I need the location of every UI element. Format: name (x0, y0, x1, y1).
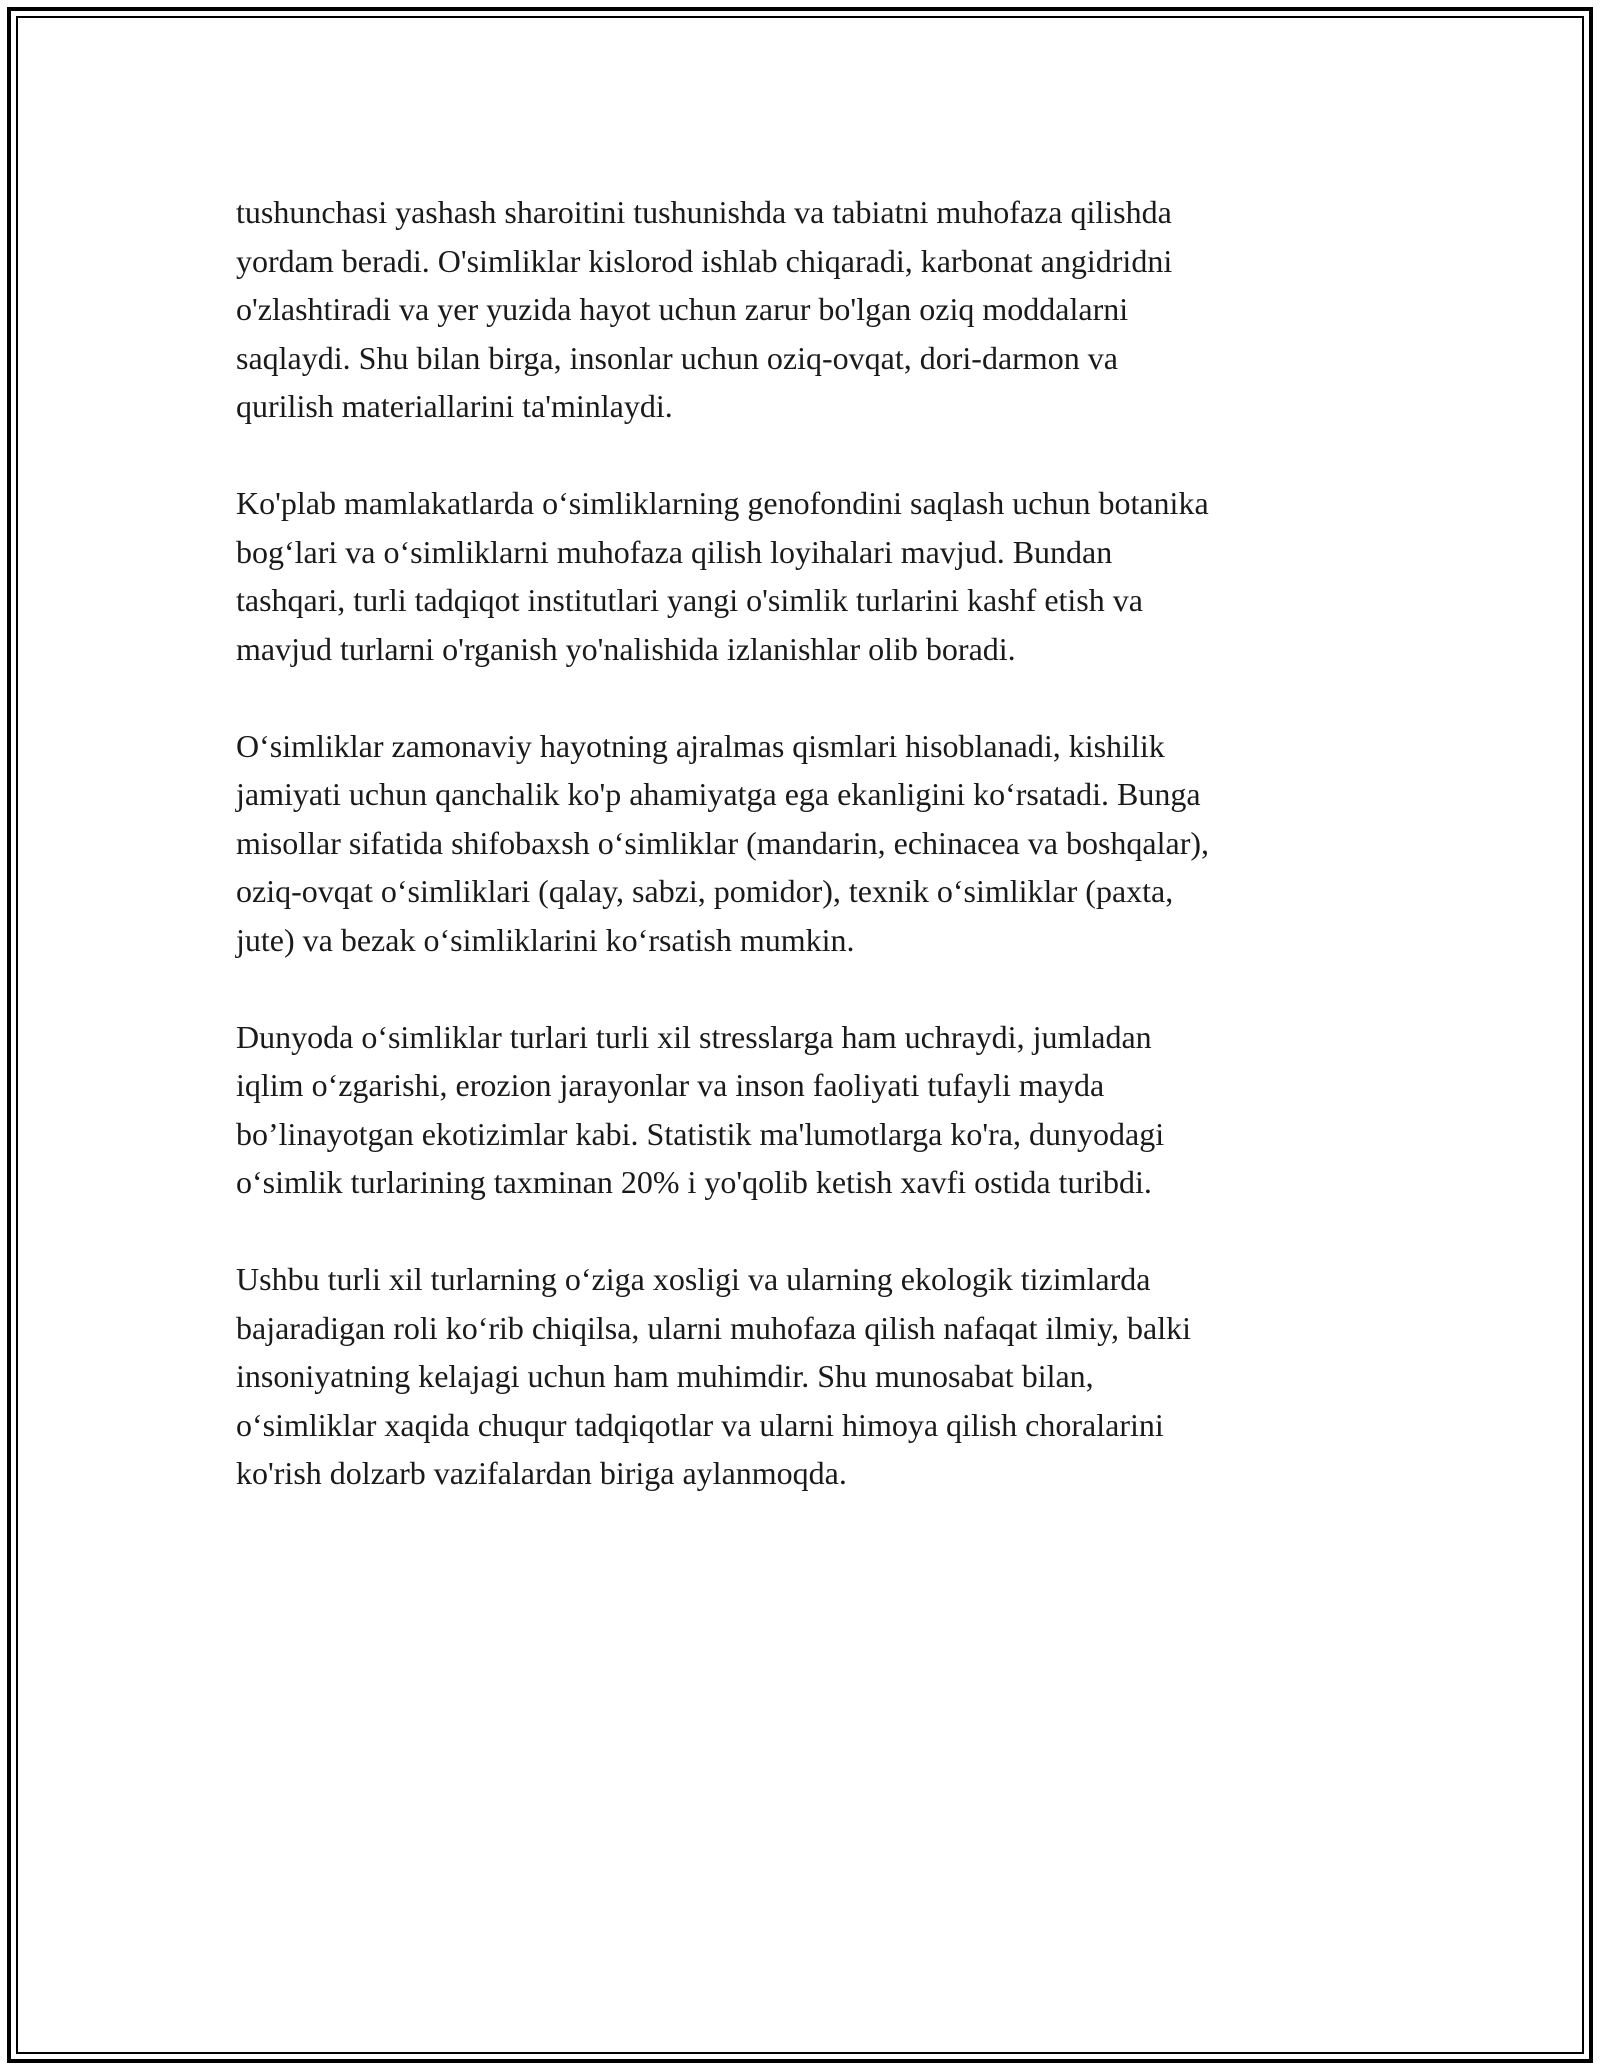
text-line: Ushbu turli xil turlarning o‘ziga xosligi va ularning ekologik tizimlarda (236, 1261, 1151, 1297)
paragraph-5 (236, 1255, 1376, 1498)
text-line: bajaradigan roli ko‘rib chiqilsa, ularni muhofaza qilish nafaqat ilmiy, balki (236, 1309, 1191, 1346)
text-line: mavjud turlarni o'rganish yo'nalishida izlanishlar olib boradi. (236, 630, 1016, 667)
text-line: bog‘lari va o‘simliklarni muhofaza qilish loyihalari mavjud. Bundan (236, 533, 1113, 570)
paragraph-2 (236, 479, 1376, 673)
text-line: bo’linayotgan ekotizimlar kabi. Statistik ma'lumotlarga ko'ra, dunyodagi (236, 1115, 1165, 1152)
text-line: oziq-ovqat o‘simliklari (qalay, sabzi, pomidor), texnik o‘simliklar (paxta, (236, 873, 1174, 909)
paragraph-3 (236, 722, 1376, 965)
text-line: jute) va bezak o‘simliklarini ko‘rsatish mumkin. (236, 921, 855, 958)
text-line: Ko'plab mamlakatlarda o‘simliklarning genofondini saqlash uchun botanika (236, 485, 1209, 521)
text-line: qurilish materiallarini ta'minlaydi. (236, 388, 673, 424)
text-line: insoniyatning kelajagi uchun ham muhimdir. Shu munosabat bilan, (236, 1358, 1094, 1394)
text-line: Dunyoda o‘simliklar turlari turli xil stresslarga ham uchraydi, jumladan (236, 1018, 1152, 1055)
document-body (236, 188, 1376, 1546)
text-line: yordam beradi. O'simliklar kislorod ishlab chiqaradi, karbonat angidridni (236, 242, 1173, 279)
text-line: tashqari, turli tadqiqot institutlari yangi o'simlik turlarini kashf etish va (236, 582, 1143, 618)
text-line: tushunchasi yashash sharoitini tushunishda va tabiatni muhofaza qilishda (236, 194, 1172, 230)
paragraph-4 (236, 1013, 1376, 1207)
text-line: o'zlashtiradi va yer yuzida hayot uchun zarur bo'lgan oziq moddalarni (236, 291, 1129, 327)
text-line: o‘simliklar xaqida chuqur tadqiqotlar va ularni himoya qilish choralarini (236, 1406, 1164, 1443)
text-line: ko'rish dolzarb vazifalardan biriga aylanmoqda. (236, 1455, 847, 1491)
paragraph-1 (236, 188, 1376, 431)
text-line: jamiyati uchun qanchalik ko'p ahamiyatga ega ekanligini ko‘rsatadi. Bunga (236, 776, 1201, 812)
text-line: saqlaydi. Shu bilan birga, insonlar uchun oziq-ovqat, dori-darmon va (236, 339, 1118, 376)
text-line: O‘simliklar zamonaviy hayotning ajralmas qismlari hisoblanadi, kishilik (236, 727, 1165, 764)
text-line: iqlim o‘zgarishi, erozion jarayonlar va inson faoliyati tufayli mayda (236, 1067, 1105, 1103)
text-line: o‘simlik turlarining taxminan 20% i yo'qolib ketish xavfi ostida turibdi. (236, 1164, 1152, 1200)
text-line: misollar sifatida shifobaxsh o‘simliklar (mandarin, echinacea va boshqalar), (236, 824, 1210, 861)
